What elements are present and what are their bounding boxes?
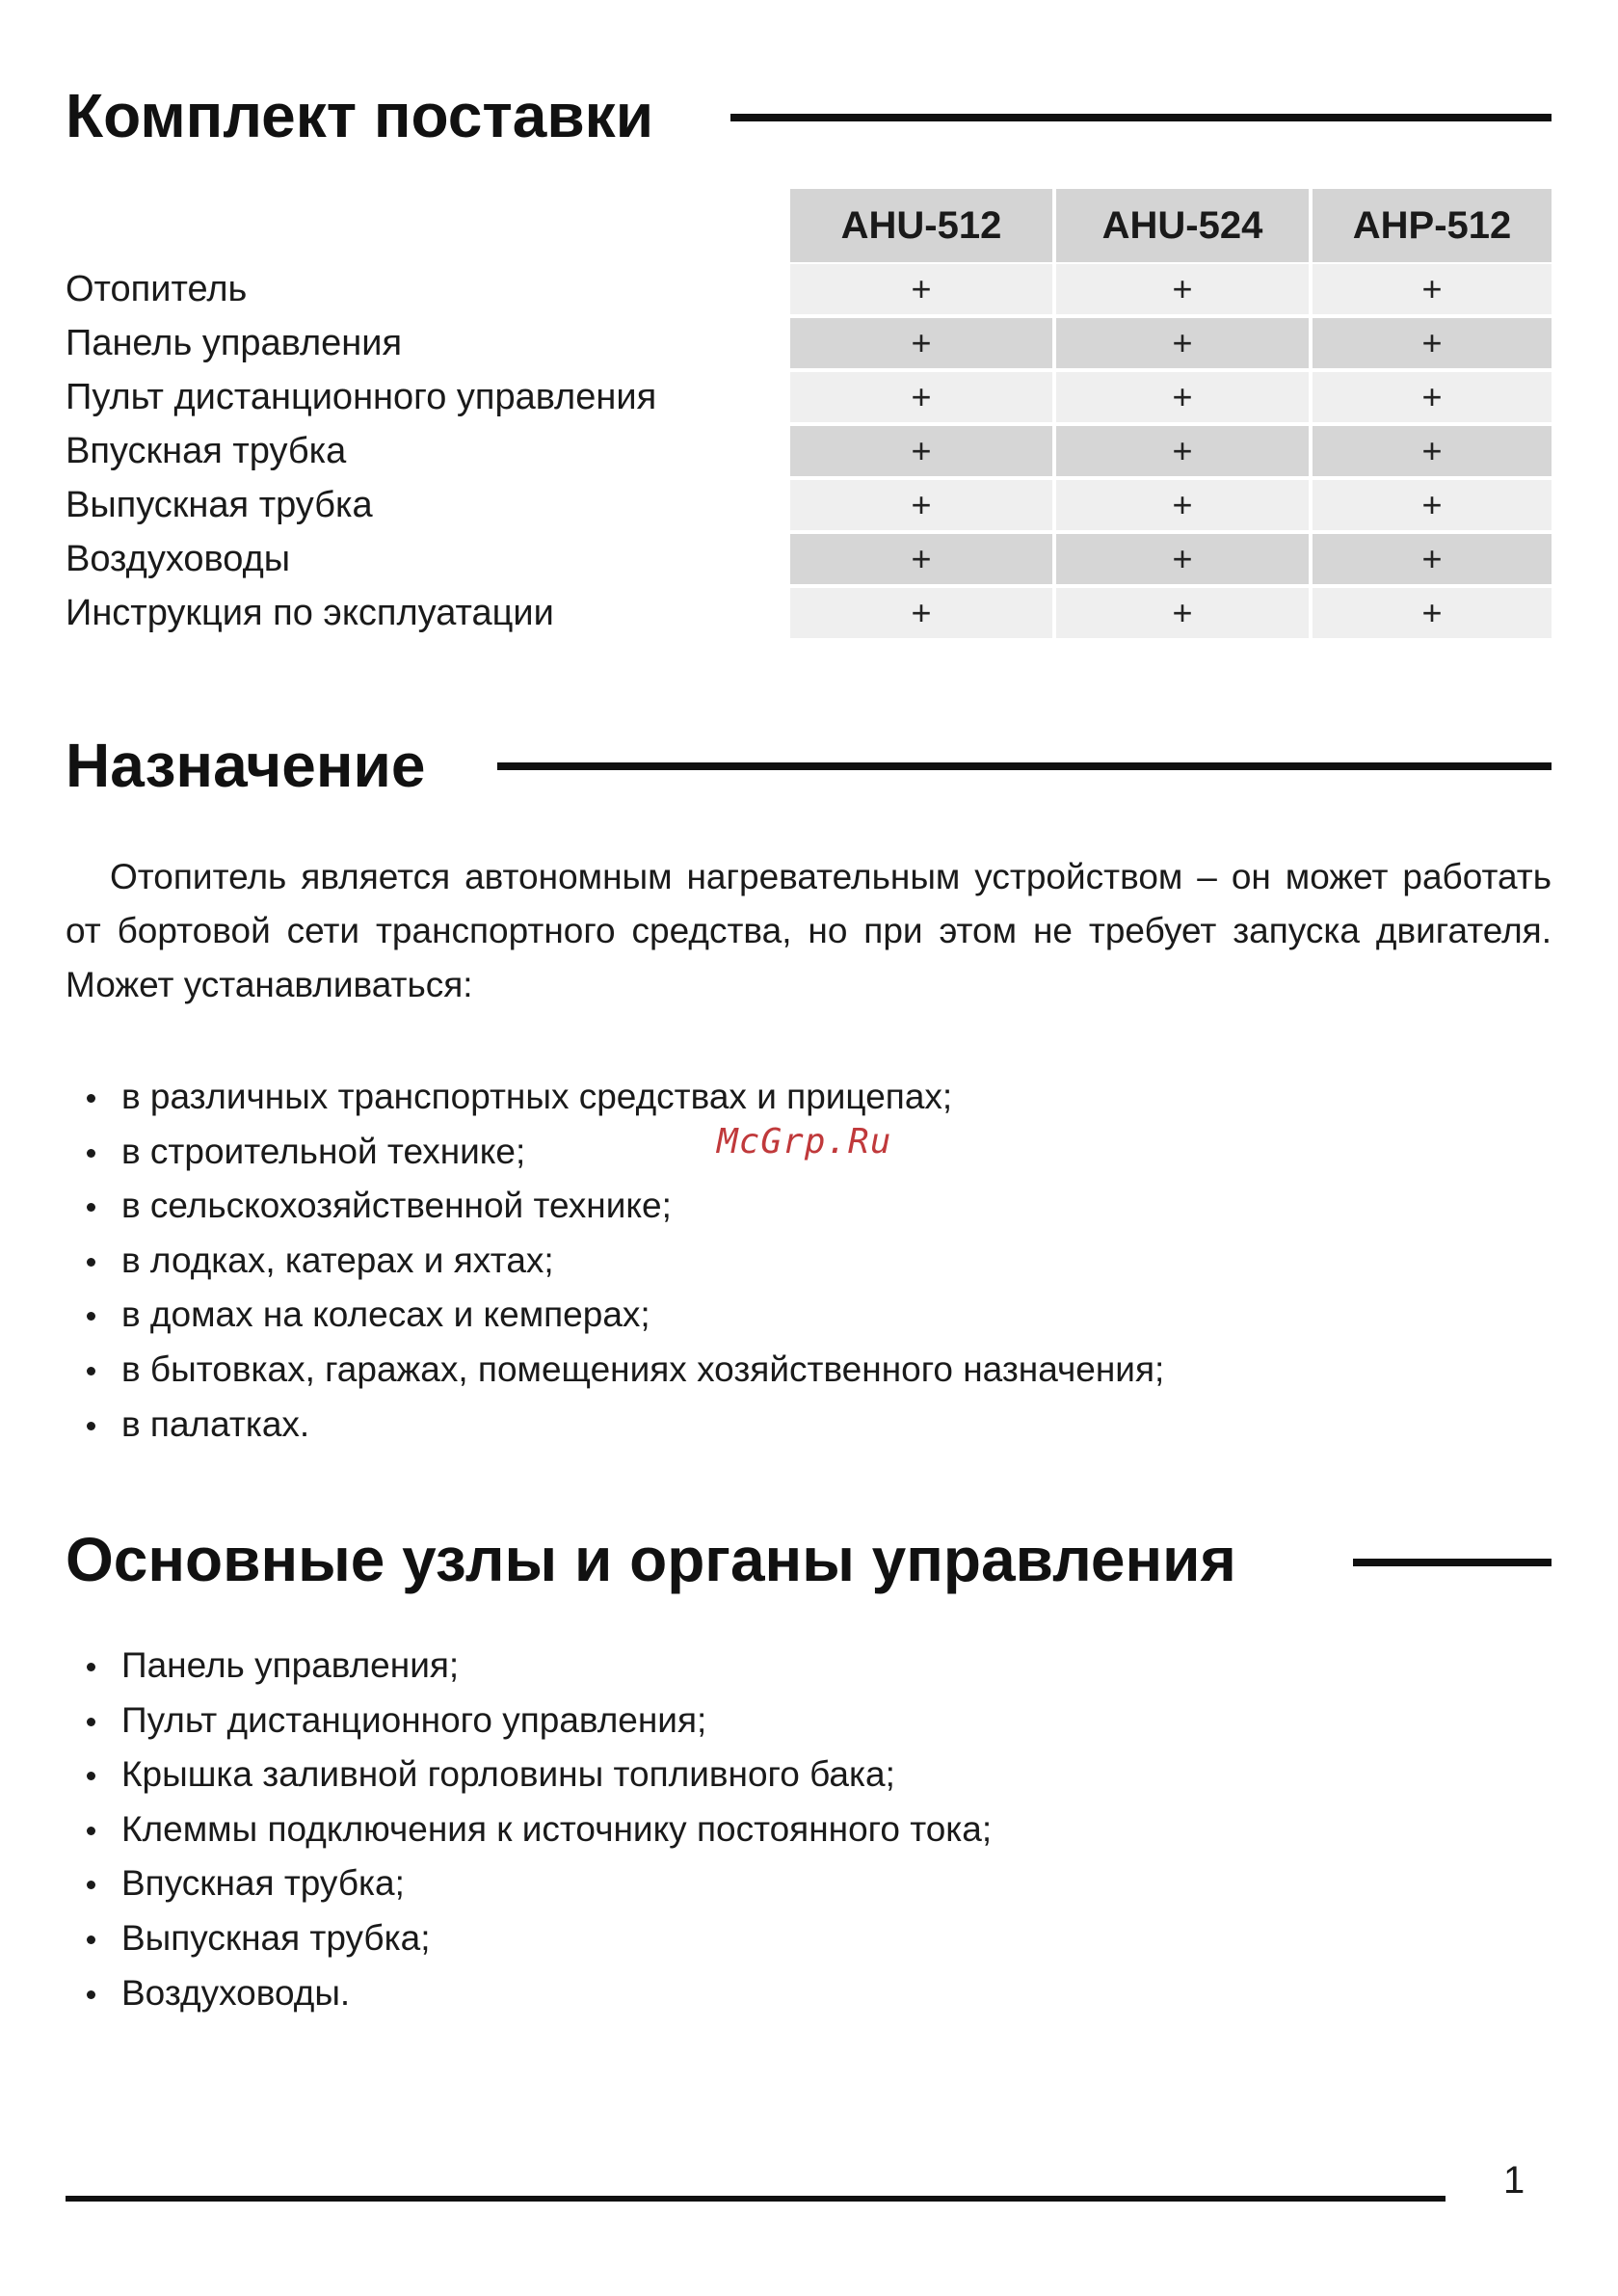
list-item: Воздуховоды. xyxy=(66,1966,992,2021)
list-item: в строительной технике; xyxy=(66,1125,1164,1180)
row-label: Пульт дистанционного управления xyxy=(66,377,657,417)
column-header: AHP-512 xyxy=(1313,189,1552,262)
table-cell: + xyxy=(790,534,1052,584)
list-item: Крышка заливной горловины топливного бака; xyxy=(66,1748,992,1802)
bullet xyxy=(87,1990,95,1999)
heading-rule xyxy=(497,762,1552,770)
list-item: в палатках. xyxy=(66,1398,1164,1453)
section-title-components: Основные узлы и органы управления xyxy=(66,1525,1236,1594)
table-row xyxy=(66,588,1552,638)
bullet xyxy=(87,1149,95,1158)
page-number: 1 xyxy=(1503,2159,1525,2202)
table-cell: + xyxy=(1056,372,1309,422)
bullet xyxy=(87,1367,95,1375)
list-item: Выпускная трубка; xyxy=(66,1911,992,1966)
list-item: в домах на колесах и кемперах; xyxy=(66,1288,1164,1343)
table-cell: + xyxy=(790,480,1052,530)
row-label: Панель управления xyxy=(66,323,403,363)
list-item: Клеммы подключения к источнику постоянного тока; xyxy=(66,1802,992,1857)
section-title-purpose: Назначение xyxy=(66,731,426,800)
table-cell: + xyxy=(1313,534,1552,584)
table-row xyxy=(66,480,1552,530)
column-header: AHU-512 xyxy=(790,189,1052,262)
row-label: Воздуховоды xyxy=(66,539,291,579)
table-cell: + xyxy=(1056,480,1309,530)
row-label: Впускная трубка xyxy=(66,431,347,471)
list-item: в лодках, катерах и яхтах; xyxy=(66,1234,1164,1289)
row-label: Инструкция по эксплуатации xyxy=(66,593,554,633)
heading-rule xyxy=(1353,1559,1552,1566)
table-cell: + xyxy=(790,426,1052,476)
section-title-contents: Комплект поставки xyxy=(66,81,654,150)
bullet xyxy=(87,1663,95,1671)
column-header: AHU-524 xyxy=(1056,189,1309,262)
bullet xyxy=(87,1312,95,1321)
table-cell: + xyxy=(1056,264,1309,314)
table-row xyxy=(66,372,1552,422)
table-row xyxy=(66,534,1552,584)
table-row xyxy=(66,318,1552,368)
purpose-list xyxy=(66,1070,1164,1452)
table-cell: + xyxy=(1056,534,1309,584)
table-cell: + xyxy=(790,588,1052,638)
table-cell: + xyxy=(1056,588,1309,638)
table-cell: + xyxy=(1056,318,1309,368)
table-cell: + xyxy=(790,372,1052,422)
row-label: Выпускная трубка xyxy=(66,485,373,525)
table-cell: + xyxy=(1313,480,1552,530)
table-row xyxy=(66,426,1552,476)
footer-rule xyxy=(66,2196,1446,2202)
bullet xyxy=(87,1718,95,1726)
table-cell: + xyxy=(1313,264,1552,314)
components-list xyxy=(66,1639,992,2020)
list-item: в различных транспортных средствах и прицепах; xyxy=(66,1070,1164,1125)
watermark-text: McGrp.Ru xyxy=(717,1122,892,1161)
table-cell: + xyxy=(790,264,1052,314)
row-label: Отопитель xyxy=(66,269,248,309)
bullet xyxy=(87,1422,95,1430)
list-item: Панель управления; xyxy=(66,1639,992,1694)
bullet xyxy=(87,1827,95,1835)
table-cell: + xyxy=(1056,426,1309,476)
purpose-paragraph: Отопитель является автономным нагревательным устройством – он может работать от бортовой сети транспортного средства, но при этом не требует запуска двигателя. Может устанавливаться: xyxy=(66,857,1552,1004)
table-cell: + xyxy=(1313,318,1552,368)
table-cell: + xyxy=(790,318,1052,368)
table-cell: + xyxy=(1313,426,1552,476)
bullet xyxy=(87,1258,95,1267)
table-cell: + xyxy=(1313,588,1552,638)
bullet xyxy=(87,1203,95,1212)
list-item: в бытовках, гаражах, помещениях хозяйственного назначения; xyxy=(66,1343,1164,1398)
heading-rule xyxy=(730,114,1552,121)
list-item: Впускная трубка; xyxy=(66,1856,992,1911)
bullet xyxy=(87,1094,95,1103)
list-item: в сельскохозяйственной технике; xyxy=(66,1179,1164,1234)
bullet xyxy=(87,1881,95,1889)
table-row xyxy=(66,264,1552,314)
table-cell: + xyxy=(1313,372,1552,422)
list-item: Пульт дистанционного управления; xyxy=(66,1694,992,1749)
bullet xyxy=(87,1772,95,1780)
bullet xyxy=(87,1936,95,1944)
